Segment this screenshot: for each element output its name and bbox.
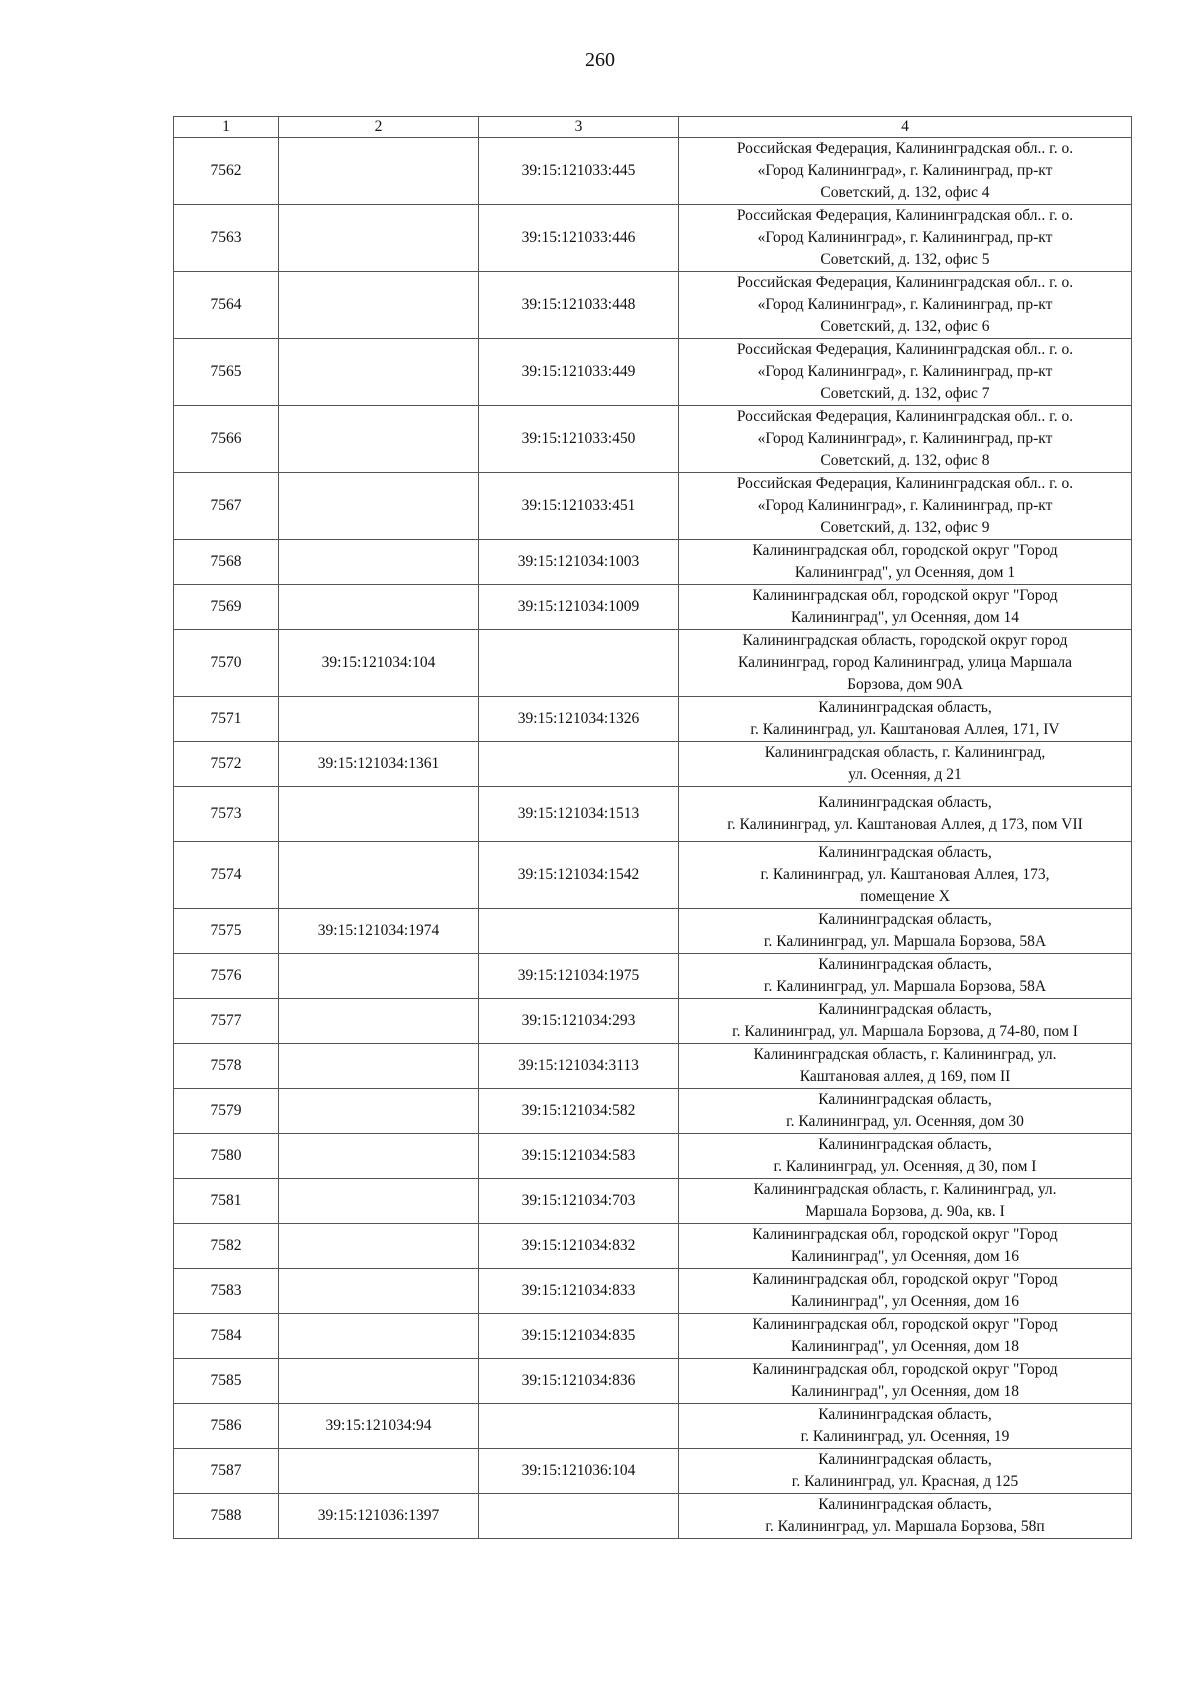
address-line: «Город Калининград», г. Калининград, пр-кт bbox=[757, 497, 1053, 514]
cadastral-number-col2 bbox=[279, 954, 479, 999]
address-line: Калининградская область, г. Калининград, ул. bbox=[753, 1181, 1057, 1198]
cadastral-number-col2 bbox=[279, 272, 479, 339]
cadastral-number-col3: 39:15:121034:1975 bbox=[479, 954, 679, 999]
address-line: Калининградская область, городской округ город bbox=[742, 632, 1068, 649]
address-line: «Город Калининград», г. Калининград, пр-кт bbox=[757, 363, 1053, 380]
cadastral-number-col3 bbox=[479, 909, 679, 954]
row-number: 7566 bbox=[174, 406, 279, 473]
cadastral-number-col3: 39:15:121036:104 bbox=[479, 1449, 679, 1494]
address-line: Калининградская обл, городской округ "Город bbox=[752, 1226, 1058, 1243]
address-cell bbox=[679, 1404, 1132, 1449]
cadastral-number-col3 bbox=[479, 1494, 679, 1539]
address-line: Калининград", ул Осенняя, дом 16 bbox=[791, 1293, 1019, 1310]
row-number: 7588 bbox=[174, 1494, 279, 1539]
address-cell bbox=[679, 787, 1132, 842]
cadastral-number-col2 bbox=[279, 1134, 479, 1179]
row-number: 7574 bbox=[174, 842, 279, 909]
address-line: г. Калининград, ул. Каштановая Аллея, 173, bbox=[760, 866, 1050, 883]
address-line: Российская Федерация, Калининградская обл.. г. о. bbox=[736, 341, 1074, 358]
address-cell bbox=[679, 1449, 1132, 1494]
row-number: 7585 bbox=[174, 1359, 279, 1404]
cadastral-number-col3: 39:15:121033:448 bbox=[479, 272, 679, 339]
table-row bbox=[174, 585, 1132, 630]
table-row bbox=[174, 540, 1132, 585]
address-cell bbox=[679, 1494, 1132, 1539]
cadastral-number-col3: 39:15:121034:1003 bbox=[479, 540, 679, 585]
row-number: 7581 bbox=[174, 1179, 279, 1224]
address-line: Каштановая аллея, д 169, пом II bbox=[799, 1068, 1011, 1085]
cadastral-number-col3 bbox=[479, 630, 679, 697]
cadastral-number-col3: 39:15:121034:1326 bbox=[479, 697, 679, 742]
address-line: Калининградская область, г. Калининград, bbox=[764, 744, 1046, 761]
cadastral-number-col3: 39:15:121033:449 bbox=[479, 339, 679, 406]
row-number: 7569 bbox=[174, 585, 279, 630]
address-cell bbox=[679, 999, 1132, 1044]
address-cell bbox=[679, 1044, 1132, 1089]
cadastral-number-col3: 39:15:121033:451 bbox=[479, 473, 679, 540]
cadastral-number-col3: 39:15:121033:450 bbox=[479, 406, 679, 473]
address-line: г. Калининград, ул. Маршала Борзова, 58А bbox=[763, 933, 1047, 950]
cadastral-number-col3: 39:15:121034:582 bbox=[479, 1089, 679, 1134]
cadastral-number-col2 bbox=[279, 138, 479, 205]
cadastral-number-col2 bbox=[279, 1314, 479, 1359]
row-number: 7583 bbox=[174, 1269, 279, 1314]
table-row bbox=[174, 954, 1132, 999]
cadastral-number-col2 bbox=[279, 339, 479, 406]
row-number: 7586 bbox=[174, 1404, 279, 1449]
address-line: Советский, д. 132, офис 7 bbox=[820, 385, 990, 402]
address-line: Борзова, дом 90А bbox=[847, 676, 963, 693]
address-line: «Город Калининград», г. Калининград, пр-кт bbox=[757, 162, 1053, 179]
address-cell bbox=[679, 473, 1132, 540]
address-line: Калининградская область, bbox=[818, 1406, 992, 1423]
cadastral-number-col2 bbox=[279, 473, 479, 540]
cadastral-number-col2: 39:15:121034:1361 bbox=[279, 742, 479, 787]
cadastral-number-col3: 39:15:121034:583 bbox=[479, 1134, 679, 1179]
address-line: «Город Калининград», г. Калининград, пр-кт bbox=[757, 430, 1053, 447]
address-line: Калининградская обл, городской округ "Город bbox=[752, 542, 1058, 559]
address-line: Маршала Борзова, д. 90а, кв. I bbox=[805, 1203, 1005, 1220]
address-line: Российская Федерация, Калининградская обл.. г. о. bbox=[736, 475, 1074, 492]
address-line: Калининград, город Калининград, улица Маршала bbox=[737, 654, 1073, 671]
address-cell bbox=[679, 1359, 1132, 1404]
address-line: «Город Калининград», г. Калининград, пр-кт bbox=[757, 229, 1053, 246]
row-number: 7578 bbox=[174, 1044, 279, 1089]
address-line: г. Калининград, ул. Маршала Борзова, 58А bbox=[763, 978, 1047, 995]
row-number: 7568 bbox=[174, 540, 279, 585]
address-line: г. Калининград, ул. Маршала Борзова, 58п bbox=[765, 1518, 1045, 1535]
address-cell bbox=[679, 272, 1132, 339]
address-line: ул. Осенняя, д 21 bbox=[848, 766, 962, 783]
cadastral-number-col3: 39:15:121034:833 bbox=[479, 1269, 679, 1314]
row-number: 7567 bbox=[174, 473, 279, 540]
row-number: 7573 bbox=[174, 787, 279, 842]
header-col-3: 3 bbox=[479, 117, 679, 138]
address-cell bbox=[679, 630, 1132, 697]
table-row bbox=[174, 630, 1132, 697]
registry-table bbox=[173, 116, 1132, 1539]
table-row bbox=[174, 1269, 1132, 1314]
address-cell bbox=[679, 1314, 1132, 1359]
cadastral-number-col3 bbox=[479, 1404, 679, 1449]
address-cell bbox=[679, 954, 1132, 999]
table-row bbox=[174, 272, 1132, 339]
address-line: г. Калининград, ул. Каштановая Аллея, д 173, пом VII bbox=[727, 816, 1083, 833]
row-number: 7584 bbox=[174, 1314, 279, 1359]
table-row bbox=[174, 1494, 1132, 1539]
address-line: Калининградская область, bbox=[818, 1451, 992, 1468]
table-row bbox=[174, 909, 1132, 954]
address-line: Калининградская область, bbox=[818, 699, 992, 716]
address-line: Калининградская обл, городской округ "Город bbox=[752, 1316, 1058, 1333]
cadastral-number-col2: 39:15:121036:1397 bbox=[279, 1494, 479, 1539]
address-line: Калининградская область, bbox=[818, 844, 992, 861]
cadastral-number-col2: 39:15:121034:1974 bbox=[279, 909, 479, 954]
cadastral-number-col2 bbox=[279, 999, 479, 1044]
cadastral-number-col3: 39:15:121034:1513 bbox=[479, 787, 679, 842]
address-line: Калининград", ул Осенняя, дом 1 bbox=[794, 564, 1016, 581]
address-cell bbox=[679, 339, 1132, 406]
table-row bbox=[174, 1224, 1132, 1269]
header-row bbox=[174, 117, 1132, 138]
row-number: 7580 bbox=[174, 1134, 279, 1179]
address-line: Калининградская область, bbox=[818, 911, 992, 928]
cadastral-number-col3: 39:15:121034:836 bbox=[479, 1359, 679, 1404]
row-number: 7564 bbox=[174, 272, 279, 339]
address-line: Калининградская область, bbox=[818, 1001, 992, 1018]
address-line: г. Калининград, ул. Осенняя, дом 30 bbox=[786, 1113, 1024, 1130]
address-line: Калининградская обл, городской округ "Город bbox=[752, 1271, 1058, 1288]
table-row bbox=[174, 842, 1132, 909]
address-line: Калининградская область, bbox=[818, 1496, 992, 1513]
cadastral-number-col3: 39:15:121034:3113 bbox=[479, 1044, 679, 1089]
address-line: г. Калининград, ул. Каштановая Аллея, 171, IV bbox=[750, 721, 1060, 738]
address-line: Калининградская область, г. Калининград, ул. bbox=[753, 1046, 1057, 1063]
row-number: 7562 bbox=[174, 138, 279, 205]
cadastral-number-col3: 39:15:121034:1009 bbox=[479, 585, 679, 630]
cadastral-number-col2 bbox=[279, 585, 479, 630]
table-row bbox=[174, 1449, 1132, 1494]
address-cell bbox=[679, 1179, 1132, 1224]
address-line: «Город Калининград», г. Калининград, пр-кт bbox=[757, 296, 1053, 313]
address-cell bbox=[679, 585, 1132, 630]
address-line: Советский, д. 132, офис 9 bbox=[820, 519, 990, 536]
cadastral-number-col2 bbox=[279, 205, 479, 272]
table-row bbox=[174, 697, 1132, 742]
row-number: 7563 bbox=[174, 205, 279, 272]
cadastral-number-col2 bbox=[279, 1179, 479, 1224]
address-line: Калининградская обл, городской округ "Город bbox=[752, 1361, 1058, 1378]
address-line: Калининградская область, bbox=[818, 956, 992, 973]
address-line: помещение X bbox=[860, 888, 950, 905]
address-cell bbox=[679, 138, 1132, 205]
address-line: Калининград", ул Осенняя, дом 16 bbox=[791, 1248, 1019, 1265]
address-line: г. Калининград, ул. Красная, д 125 bbox=[791, 1473, 1019, 1490]
cadastral-number-col2 bbox=[279, 1269, 479, 1314]
table-row bbox=[174, 999, 1132, 1044]
table-row bbox=[174, 787, 1132, 842]
address-line: Калининградская область, bbox=[818, 794, 992, 811]
header-col-4: 4 bbox=[679, 117, 1132, 138]
address-cell bbox=[679, 697, 1132, 742]
address-cell bbox=[679, 842, 1132, 909]
row-number: 7571 bbox=[174, 697, 279, 742]
row-number: 7570 bbox=[174, 630, 279, 697]
cadastral-number-col2 bbox=[279, 1044, 479, 1089]
table-row bbox=[174, 473, 1132, 540]
address-line: Калининградская область, bbox=[818, 1136, 992, 1153]
address-line: г. Калининград, ул. Маршала Борзова, д 74-80, пом I bbox=[732, 1023, 1078, 1040]
address-line: Российская Федерация, Калининградская обл.. г. о. bbox=[736, 207, 1074, 224]
cadastral-number-col2 bbox=[279, 540, 479, 585]
table-row bbox=[174, 1179, 1132, 1224]
table-row bbox=[174, 406, 1132, 473]
address-line: Российская Федерация, Калининградская обл.. г. о. bbox=[736, 408, 1074, 425]
table-row bbox=[174, 1089, 1132, 1134]
address-cell bbox=[679, 406, 1132, 473]
address-cell bbox=[679, 909, 1132, 954]
row-number: 7575 bbox=[174, 909, 279, 954]
address-line: Калининградская область, bbox=[818, 1091, 992, 1108]
table-row bbox=[174, 205, 1132, 272]
table-row bbox=[174, 1044, 1132, 1089]
cadastral-number-col3: 39:15:121033:445 bbox=[479, 138, 679, 205]
row-number: 7577 bbox=[174, 999, 279, 1044]
cadastral-number-col3: 39:15:121034:703 bbox=[479, 1179, 679, 1224]
cadastral-number-col2: 39:15:121034:94 bbox=[279, 1404, 479, 1449]
table-body bbox=[174, 138, 1132, 1539]
cadastral-number-col3: 39:15:121034:835 bbox=[479, 1314, 679, 1359]
table-row bbox=[174, 1314, 1132, 1359]
address-line: Калининград", ул Осенняя, дом 18 bbox=[791, 1383, 1019, 1400]
cadastral-number-col2 bbox=[279, 1089, 479, 1134]
address-cell bbox=[679, 1089, 1132, 1134]
address-line: г. Калининград, ул. Осенняя, д 30, пом I bbox=[773, 1158, 1037, 1175]
table-row bbox=[174, 138, 1132, 205]
row-number: 7587 bbox=[174, 1449, 279, 1494]
table-row bbox=[174, 1359, 1132, 1404]
row-number: 7576 bbox=[174, 954, 279, 999]
address-line: Советский, д. 132, офис 6 bbox=[820, 318, 990, 335]
table-row bbox=[174, 339, 1132, 406]
address-cell bbox=[679, 1269, 1132, 1314]
cadastral-number-col3: 39:15:121034:1542 bbox=[479, 842, 679, 909]
address-line: Калининград", ул Осенняя, дом 18 bbox=[791, 1338, 1019, 1355]
address-cell bbox=[679, 540, 1132, 585]
address-cell bbox=[679, 1224, 1132, 1269]
address-line: Советский, д. 132, офис 4 bbox=[820, 184, 990, 201]
address-cell bbox=[679, 1134, 1132, 1179]
address-line: Советский, д. 132, офис 5 bbox=[820, 251, 990, 268]
table-row bbox=[174, 1404, 1132, 1449]
row-number: 7582 bbox=[174, 1224, 279, 1269]
address-line: г. Калининград, ул. Осенняя, 19 bbox=[800, 1428, 1010, 1445]
cadastral-number-col2 bbox=[279, 787, 479, 842]
cadastral-number-col3 bbox=[479, 742, 679, 787]
table-row bbox=[174, 742, 1132, 787]
address-line: Российская Федерация, Калининградская обл.. г. о. bbox=[736, 140, 1074, 157]
address-cell bbox=[679, 205, 1132, 272]
cadastral-number-col2 bbox=[279, 697, 479, 742]
cadastral-number-col2: 39:15:121034:104 bbox=[279, 630, 479, 697]
row-number: 7579 bbox=[174, 1089, 279, 1134]
header-col-2: 2 bbox=[279, 117, 479, 138]
address-line: Советский, д. 132, офис 8 bbox=[820, 452, 990, 469]
cadastral-number-col2 bbox=[279, 406, 479, 473]
cadastral-number-col3: 39:15:121034:293 bbox=[479, 999, 679, 1044]
table-row bbox=[174, 1134, 1132, 1179]
row-number: 7565 bbox=[174, 339, 279, 406]
cadastral-number-col2 bbox=[279, 1449, 479, 1494]
cadastral-number-col2 bbox=[279, 842, 479, 909]
cadastral-number-col2 bbox=[279, 1359, 479, 1404]
cadastral-number-col2 bbox=[279, 1224, 479, 1269]
header-col-1: 1 bbox=[174, 117, 279, 138]
address-line: Калининград", ул Осенняя, дом 14 bbox=[791, 609, 1019, 626]
address-cell bbox=[679, 742, 1132, 787]
address-line: Российская Федерация, Калининградская обл.. г. о. bbox=[736, 274, 1074, 291]
address-line: Калининградская обл, городской округ "Город bbox=[752, 587, 1058, 604]
cadastral-number-col3: 39:15:121033:446 bbox=[479, 205, 679, 272]
row-number: 7572 bbox=[174, 742, 279, 787]
cadastral-number-col3: 39:15:121034:832 bbox=[479, 1224, 679, 1269]
page-number: 260 bbox=[585, 49, 615, 71]
